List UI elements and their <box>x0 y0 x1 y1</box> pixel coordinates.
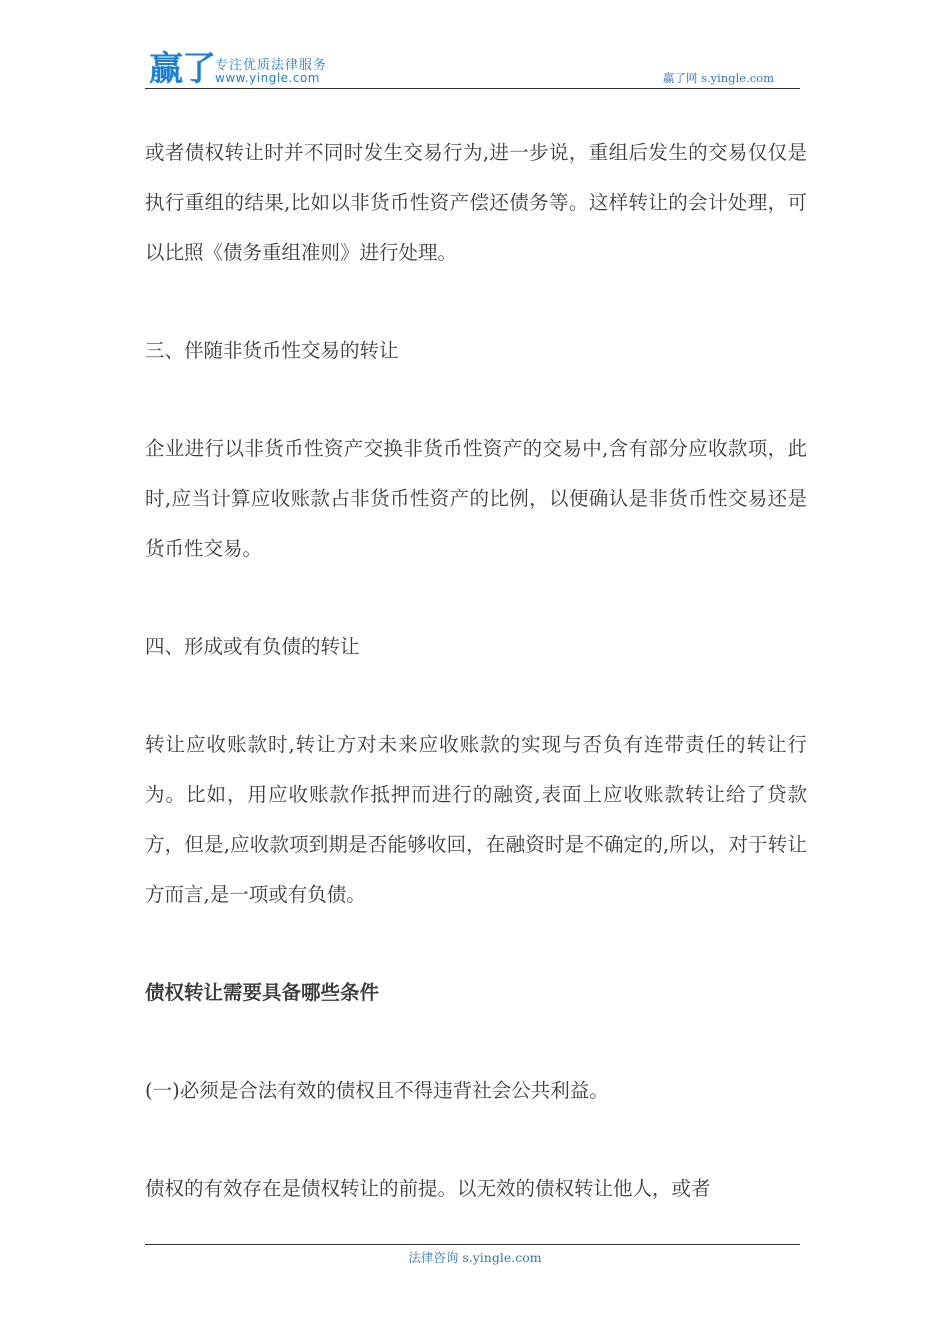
logo-slogan: 专注优质法律服务 <box>215 58 328 73</box>
header-site-link[interactable]: 赢了网 s.yingle.com <box>662 71 774 85</box>
paragraph-contingent-liability: 转让应收账款时,转让方对未来应收账款的实现与否负有连带责任的转让行为。比如，用应收账款作抵押而进行的融资,表面上应收账款转让给了贷款方，但是,应收款项到期是否能够收回，在融资时是不确定的,所以，对于转让方而言,是一项或有负债。 <box>145 733 807 906</box>
page-header <box>145 50 800 89</box>
condition-item-1: (一)必须是合法有效的债权且不得违背社会公共利益。 <box>145 1079 609 1102</box>
paragraph-valid-claim: 债权的有效存在是债权转让的前提。以无效的债权转让他人，或者 <box>145 1177 711 1200</box>
footer-divider <box>145 1244 800 1245</box>
paragraph-restructuring: 或者债权转让时并不同时发生交易行为,进一步说，重组后发生的交易仅仅是执行重组的结果,比如以非货币性资产偿还债务等。这样转让的会计处理，可以比照《债务重组准则》进行处理。 <box>145 141 807 264</box>
section-heading-4: 四、形成或有负债的转让 <box>145 635 360 658</box>
section-heading-3: 三、伴随非货币性交易的转让 <box>145 339 399 362</box>
yingle-logo[interactable]: 赢了 <box>149 49 215 89</box>
paragraph-non-monetary: 企业进行以非货币性资产交换非货币性资产的交易中,含有部分应收款项，此时,应当计算应收账款占非货币性资产的比例，以便确认是非货币性交易还是货币性交易。 <box>145 437 807 560</box>
document-body <box>145 128 807 1214</box>
section-title-conditions: 债权转让需要具备哪些条件 <box>145 981 380 1004</box>
footer-link[interactable]: 法律咨询 s.yingle.com <box>408 1250 542 1265</box>
logo-url[interactable]: www.yingle.com <box>215 71 320 85</box>
